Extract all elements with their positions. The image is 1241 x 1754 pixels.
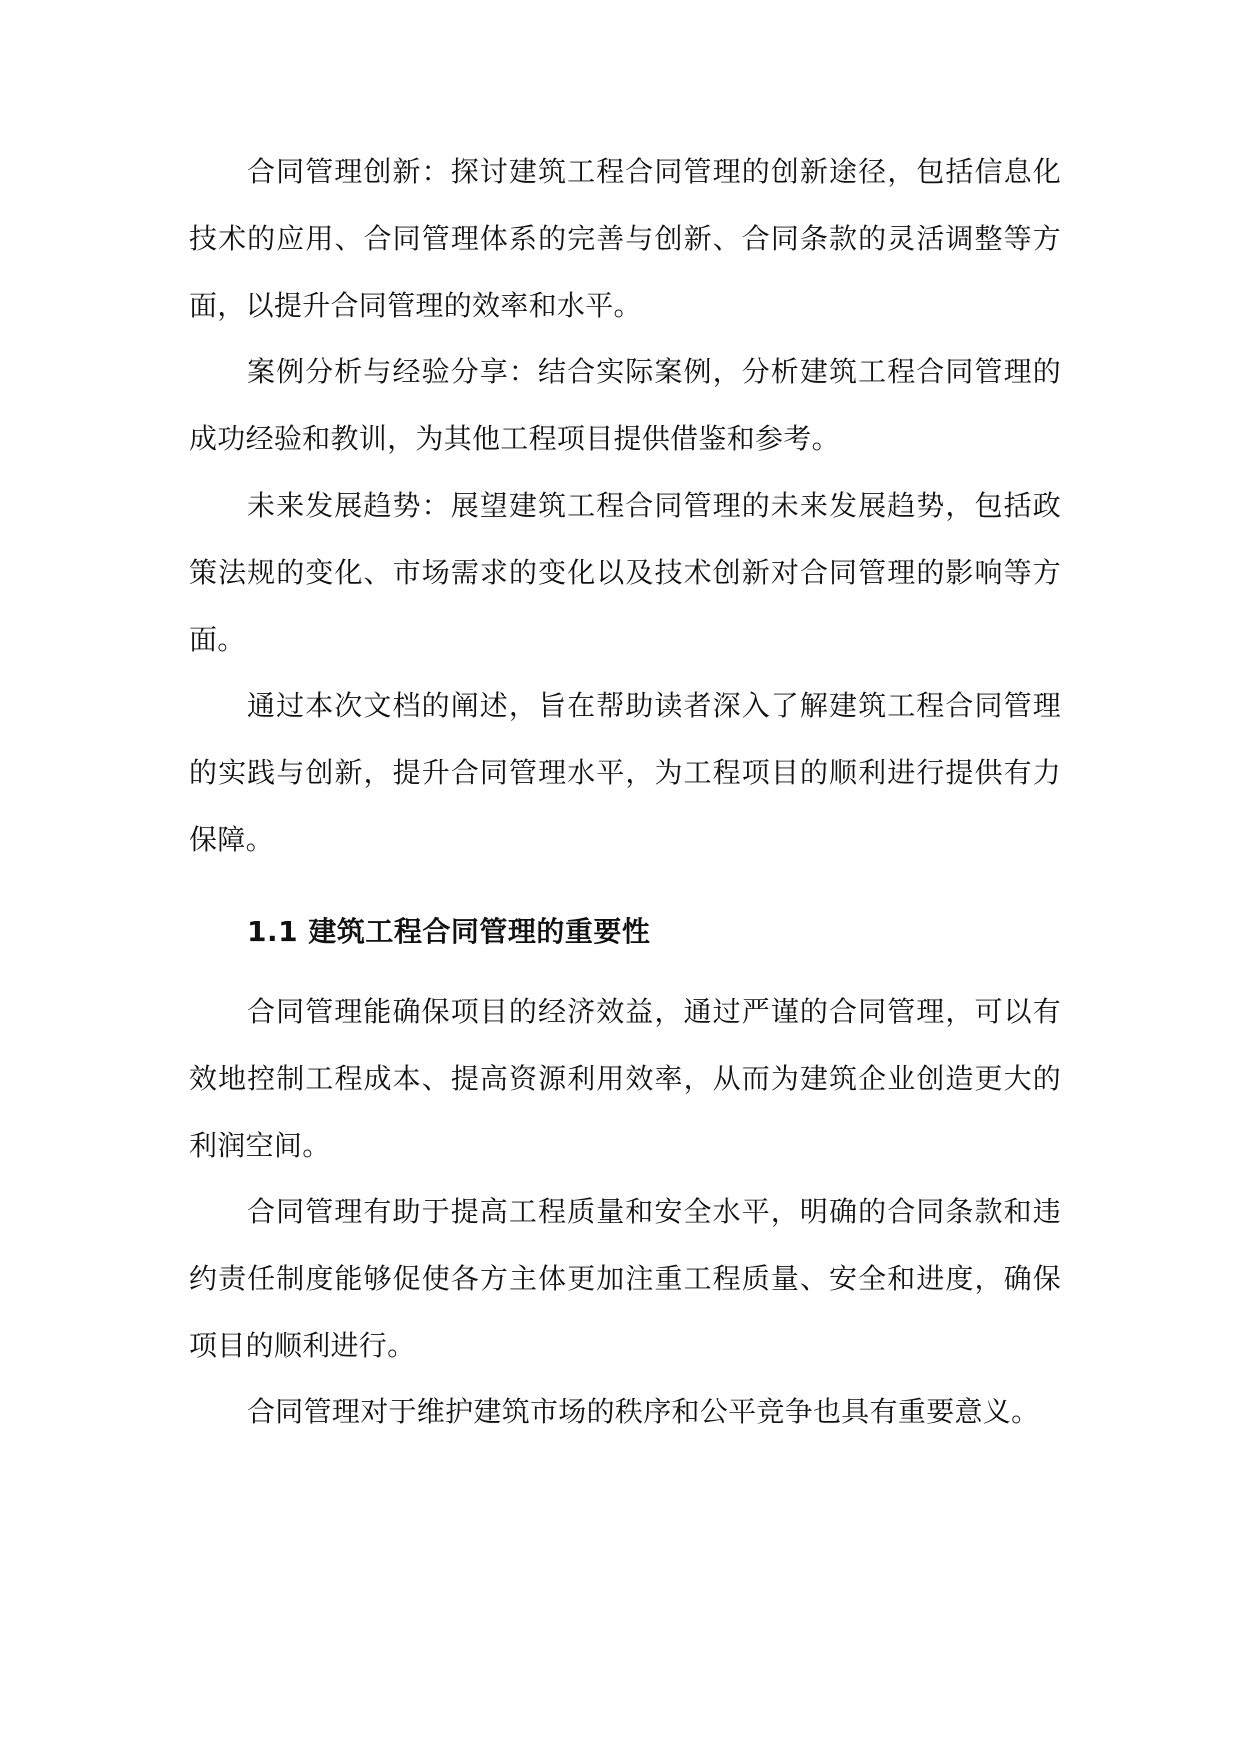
paragraph-quality-safety: 合同管理有助于提高工程质量和安全水平，明确的合同条款和违约责任制度能够促使各方主体更加注重工程质量、安全和进度，确保项目的顺利进行。 (189, 1195, 1061, 1362)
paragraph-market-order: 合同管理对于维护建筑市场的秩序和公平竞争也具有重要意义。 (247, 1395, 1040, 1428)
paragraph-contract-innovation: 合同管理创新：探讨建筑工程合同管理的创新途径，包括信息化技术的应用、合同管理体系的完善与创新、合同条款的灵活调整等方面，以提升合同管理的效率和水平。 (189, 155, 1061, 322)
paragraph-case-analysis: 案例分析与经验分享：结合实际案例，分析建筑工程合同管理的成功经验和教训，为其他工程项目提供借鉴和参考。 (189, 355, 1061, 455)
paragraph-document-purpose: 通过本次文档的阐述，旨在帮助读者深入了解建筑工程合同管理的实践与创新，提升合同管理水平，为工程项目的顺利进行提供有力保障。 (189, 689, 1061, 856)
section-heading: 1.1 建筑工程合同管理的重要性 (247, 915, 651, 948)
paragraph-future-trends: 未来发展趋势：展望建筑工程合同管理的未来发展趋势，包括政策法规的变化、市场需求的变化以及技术创新对合同管理的影响等方面。 (189, 489, 1061, 656)
paragraph-economic-benefit: 合同管理能确保项目的经济效益，通过严谨的合同管理，可以有效地控制工程成本、提高资源利用效率，从而为建筑企业创造更大的利润空间。 (189, 995, 1061, 1162)
